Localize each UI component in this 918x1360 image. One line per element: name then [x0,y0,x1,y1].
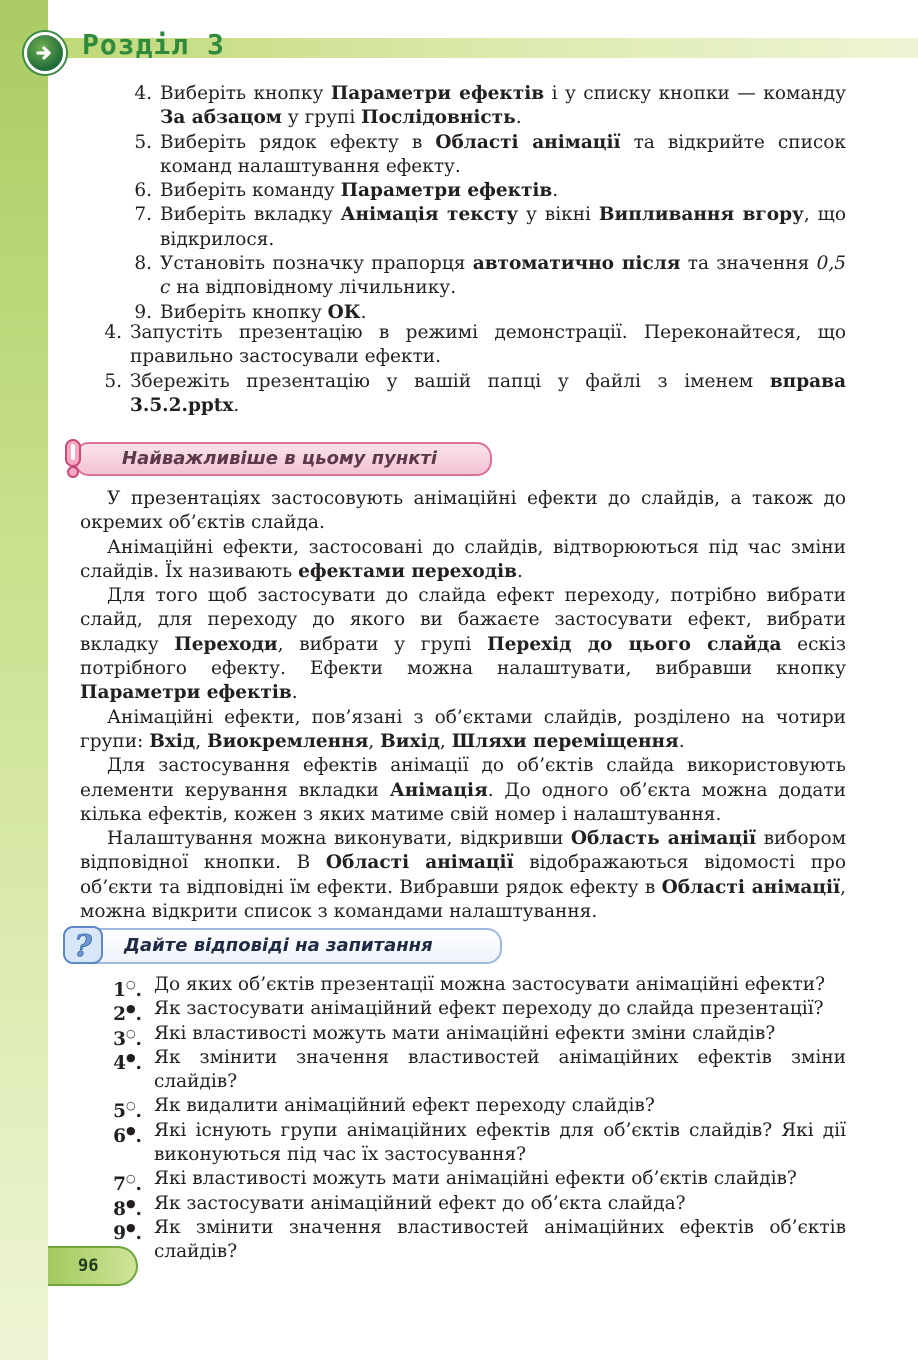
substep-item [80,82,846,131]
text-run: , можна відкрити список з командами налаштування. [80,876,846,923]
difficulty-mark: ○ [125,1172,136,1186]
arrow-right-icon [24,32,66,74]
number-dot: . [135,1101,142,1123]
difficulty-mark: ● [125,1050,136,1064]
question-text: До яких об’єктів презентації можна застосувати анімаційні ефекти? [154,974,825,995]
number-dot: . [135,1028,142,1050]
bold-term: Переходи [174,633,278,655]
summary-text [80,487,846,924]
question-number-digit: 2 [113,1004,126,1026]
difficulty-mark: ○ [125,978,136,991]
question-item [80,1216,846,1265]
number-dot: . [135,1004,142,1026]
question-item [80,1167,846,1196]
bold-term: Параметри ефектів [340,180,553,202]
page-number-text: 96 [78,1256,99,1276]
text-run: Запустіть презентацію в режимі демонстрації. Переконайтеся, що правильно застосували ефекти. [130,322,846,368]
question-number-digit: 6 [113,1125,126,1147]
questions-list [80,973,846,1265]
question-number-digit: 3 [113,1028,126,1050]
text-run: . [233,394,240,416]
question-text: Як змінити значення властивостей анімаційних ефектів об’єктів слайдів? [154,1216,846,1263]
text-run: вибором відповідної кнопки. В [80,828,846,874]
bold-term: Область анімації [570,828,757,850]
step-number: 6. [134,180,152,202]
step-number: 7. [134,204,152,226]
text-run: Збережіть презентацію у вашій папці у файлі з іменем [130,370,770,392]
questions-heading: Дайте відповіді на запитання [124,935,433,956]
bold-term: ефектами переходів [298,560,517,582]
difficulty-mark: ● [125,1220,136,1234]
number-dot: . [135,1125,142,1147]
question-text: Які властивості можуть мати анімаційні ефекти зміни слайдів? [154,1022,776,1044]
question-item [80,1119,846,1168]
bold-term: За абзацом [160,107,282,129]
bold-term: Параметри ефектів [80,682,292,704]
bold-term: Анімація тексту [340,204,519,226]
question-item [80,1192,846,1220]
question-number [98,1119,142,1149]
summary-banner [60,438,492,478]
text-run: відображаються відомості про об’єкти та відповідні їм ефекти. Вибравши рядок ефекту в [80,852,847,898]
question-number [98,1046,142,1076]
question-item [80,1046,846,1095]
substep-item [80,252,846,301]
text-run: . [552,180,559,202]
text-run: Виберіть кнопку [160,301,328,323]
substep-item [80,203,846,252]
text-run: У презентаціях застосовують анімаційні ефекти до слайдів, а також до окремих об’єктів слайда. [80,488,846,534]
text-run: у групі [281,107,362,129]
text-run: , [439,730,452,752]
text-run: Для застосування ефектів анімації до об’єктів слайда використовують елементи керування вкладки [80,755,846,801]
step-number: 5. [134,131,152,153]
substeps-list [80,82,846,325]
question-item [80,973,846,1001]
summary-paragraph [80,487,846,536]
chapter-title: Розділ 3 [82,28,225,61]
page-number [48,1246,138,1286]
question-number-digit: 8 [113,1198,126,1220]
bold-term: Послідовність [361,107,516,129]
text-run: ескіз потрібного ефекту. Ефекти можна налаштувати, вибравши кнопку [80,633,846,680]
question-text: Які існують групи анімаційних ефектів для об’єктів слайдів? Які дії виконуються під час їх застосування? [154,1119,846,1166]
bold-term: Шляхи переміщення [451,730,679,752]
question-text: Як змінити значення властивостей анімаційних ефектів зміни слайдів? [154,1046,846,1093]
summary-heading: Найважливіше в цьому пункті [122,448,438,469]
question-number [98,1216,142,1246]
number-dot: . [135,980,142,1001]
question-number-digit: 1 [113,980,126,1001]
summary-paragraph [80,536,846,585]
text-run: , що відкрилося. [160,204,846,250]
text-run: на відповідному лічильнику. [170,277,457,299]
step-number: 8. [134,253,152,275]
text-run: . До одного об’єкта можна додати кілька ефектів, кожен з яких матиме свій номер і налаштування. [80,779,846,825]
text-run: Виберіть вкладку [160,204,341,226]
text-run: Анімаційні ефекти, застосовані до слайдів, відтворюються під час зміни слайдів. Їх називають [80,536,846,582]
question-item [80,997,846,1026]
questions-banner [60,924,502,968]
svg-text:?: ? [74,929,92,964]
text-run: Налаштування можна виконувати, відкривши [107,828,571,850]
question-number-digit: 7 [113,1174,126,1196]
bold-term: Області анімації [661,876,841,898]
question-number-digit: 5 [113,1101,126,1123]
question-icon [60,924,106,968]
text-run: у вікні [518,204,599,226]
summary-paragraph [80,827,846,924]
side-strip [0,0,48,1360]
bold-term: Виокремлення [207,730,369,752]
text-run: і у списку кнопки — команду [544,83,846,104]
text-run: . [291,682,298,704]
step-number: 9. [134,301,152,323]
difficulty-mark: ○ [125,1099,136,1113]
text-run: Виберіть команду [160,180,341,202]
question-item [80,1022,846,1050]
difficulty-mark: ○ [125,1026,136,1040]
italic-value: 0,5 с [160,253,846,299]
text-run: Виберіть кнопку [160,83,331,104]
bold-term: Параметри ефектів [330,83,545,104]
bold-term: Перехід до цього слайда [487,633,782,655]
question-text: Як видалити анімаційний ефект переходу слайдів? [154,1095,655,1117]
summary-paragraph [80,706,846,755]
steps-list [80,321,846,418]
bold-term: автоматично після [472,253,681,275]
step-item [80,370,846,419]
step-number: 4. [134,83,152,104]
text-run: Анімаційні ефекти, пов’язані з об’єктами слайдів, розділено на чотири групи: [80,706,846,752]
step-number: 5. [104,370,122,392]
number-dot: . [135,1198,142,1220]
text-run: , [368,730,381,752]
bold-term: Вихід [380,730,440,752]
text-run: . [360,301,367,323]
summary-paragraph [80,754,846,827]
number-dot: . [135,1052,142,1074]
bold-term: вправа 3.5.2.pptx [130,370,846,416]
text-run: Виберіть рядок ефекту в [160,131,436,153]
step-number: 4. [104,322,122,343]
question-number-digit: 9 [113,1222,126,1244]
text-run: та значення [680,253,817,275]
bold-term: Вхід [149,730,196,752]
question-text: Як застосувати анімаційний ефект переходу до слайда презентації? [154,998,824,1020]
exclamation-icon [60,438,88,478]
substep-item [80,131,846,180]
difficulty-mark: ● [125,1123,136,1137]
text-run: , [195,730,207,752]
difficulty-mark: ● [125,1002,136,1016]
summary-paragraph [80,584,846,705]
text-run: та відкрийте список команд налаштування ефекту. [160,131,846,177]
question-text: Як застосувати анімаційний ефект до об’єкта слайда? [154,1192,686,1214]
question-text: Які властивості можуть мати анімаційні ефекти об’єктів слайдів? [154,1168,797,1190]
bold-term: Області анімації [325,852,514,874]
bold-term: Випливання вгору [598,204,804,226]
bold-term: Області анімації [435,131,621,153]
text-run: , вибрати у групі [277,633,488,655]
number-dot: . [135,1174,142,1196]
step-item [80,321,846,370]
text-run: Для того щоб застосувати до слайда ефект переходу, потрібно вибрати слайд, для переходу до якого ви бажаєте застосувати ефект, вибрати вкладку [80,585,846,655]
substep-item [80,179,846,203]
text-run: . [678,730,685,752]
bold-term: Анімація [389,779,488,801]
bold-term: ОК [327,301,361,323]
question-item [80,1094,846,1123]
number-dot: . [135,1222,142,1244]
text-run: . [515,107,522,129]
text-run: Установіть позначку прапорця [160,253,473,275]
text-run: . [516,560,523,582]
question-number-digit: 4 [113,1052,126,1074]
difficulty-mark: ● [125,1196,136,1210]
